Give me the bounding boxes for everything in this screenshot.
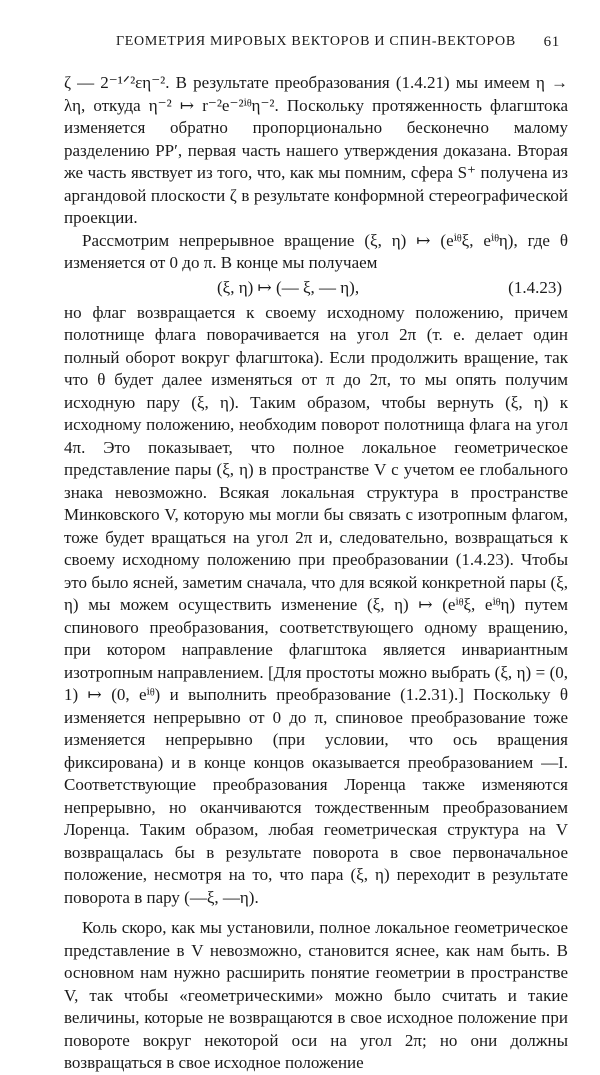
paragraph-4: Коль скоро, как мы установили, полное локальное геометрическое представление в V невозможно, становится яснее, как нам быть. В основном нам нужно расширить понятие геометрии в пространстве V, так чтобы «геометрическими» можно было считать и такие величины, которые не возвращаются в свое исходное положение при повороте вокруг некоторой оси на угол 2π; но они должны возвращаться в свое исходное положение [64, 918, 568, 1072]
equation-number: (1.4.23) [508, 277, 562, 297]
equation-1-4-23 [64, 277, 568, 301]
paragraph-1: ζ — 2⁻¹ᐟ²εη⁻². В результате преобразования (1.4.21) мы имеем η → λη, откуда η⁻² ↦ r⁻²e⁻²ⁱᶿη⁻². Поскольку протяженность флагштока изменяется обратно пропорционально бесконечно малому разделению PP′, первая часть нашего утверждения доказана. Вторая же часть явствует из того, что, как мы помним, сфера S⁺ получена из аргандовой плоскости ζ в результате конформной стереографической проекции. [64, 73, 568, 227]
page-body [64, 72, 568, 1075]
page-number: 61 [543, 34, 560, 50]
paragraph-gap [64, 909, 568, 917]
paragraph-3: но флаг возвращается к своему исходному положению, причем полотнище флага поворачивается на угол 2π (т. е. делает один полный оборот вокруг флагштока). Если продолжить вращение, так что θ будет далее изменяться от π до 2π, то мы опять получим исходную пару (ξ, η). Таким образом, чтобы вернуть (ξ, η) к исходному положению, необходим поворот полотнища флага на угол 4π. Это показывает, что полное локальное геометрическое представление пары (ξ, η) в пространстве V с учетом ее глобального знака невозможно. Всякая локальная структура в пространстве Минковского V, которую мы могли бы связать с изотропным флагом, тоже будет вращаться на угол 2π и, следовательно, возвращаться к своему исходному положению при преобразовании (1.4.23). Чтобы это было ясней, заметим сначала, что для всякой конкретной пары (ξ, η) мы можем осуществить изменение (ξ, η) ↦ (eⁱᶿξ, eⁱᶿη) путем спинового преобразования, соответствующего одному вращению, при котором направление флагштока является инвариантным изотропным направлением. [Для простоты можно выбрать (ξ, η) = (0, 1) ↦ (0, eⁱᶿ) и выполнить преобразование (1.2.31).] Поскольку θ изменяется непрерывно от 0 до π, спиновое преобразование тоже изменяется непрерывно (при условии, что ось вращения фиксирована) и в конце концов оказывается преобразованием —I. Соответствующие преобразования Лоренца также изменяются непрерывно, но оканчиваются тождественным преобразованием Лоренца. Таким образом, любая геометрическая структура на V возвращалась бы в результате поворота в свое первоначальное положение, несмотря на то, что пара (ξ, η) переходит в результате поворота в пару (—ξ, —η). [64, 302, 568, 907]
running-title: ГЕОМЕТРИЯ МИРОВЫХ ВЕКТОРОВ И СПИН-ВЕКТОРОВ [116, 34, 516, 49]
paragraph-2: Рассмотрим непрерывное вращение (ξ, η) ↦ (eⁱᶿξ, eⁱᶿη), где θ изменяется от 0 до π. В конце мы получаем [64, 230, 568, 272]
equation-formula: (ξ, η) ↦ (— ξ, — η), [217, 277, 360, 297]
running-header [116, 34, 560, 54]
